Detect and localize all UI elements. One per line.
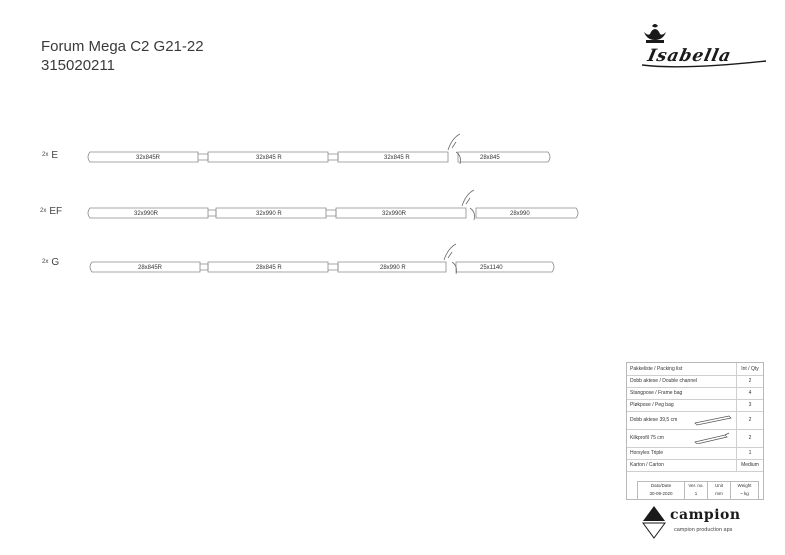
- pole-segment: [456, 262, 554, 272]
- pole-segment: [458, 152, 550, 162]
- packing-list-row: Karton / Carton Medium: [627, 459, 763, 472]
- packing-list-row: Stangpose / Frame bag 4: [627, 387, 763, 400]
- row-code: G: [51, 257, 60, 268]
- segment-label: 28x845: [480, 155, 500, 161]
- logo-wordmark: Isabella: [645, 46, 734, 66]
- segment-label: 32x990R: [382, 211, 407, 217]
- row-qty: 2x: [42, 259, 49, 266]
- campion-logo: [640, 505, 764, 545]
- pole-connector: [208, 210, 216, 216]
- packing-list-table: [626, 362, 764, 500]
- page-title: Forum Mega C2 G21-22: [41, 38, 204, 55]
- pole-connector: [326, 210, 336, 216]
- brand-subtitle: campion production aps: [674, 527, 733, 533]
- campion-triangle-icon: [642, 505, 666, 539]
- drawing-meta-table: [637, 481, 759, 498]
- packing-list-row: Horsyles Triple 1: [627, 447, 763, 460]
- pole-connector: [200, 264, 208, 270]
- row-code: EF: [49, 206, 63, 217]
- segment-label: 32x845 R: [384, 155, 410, 161]
- segment-label: 32x845 R: [256, 155, 282, 161]
- unit-cell: Unit mm: [707, 481, 731, 500]
- date-cell: Dato/Date 30-09-2020: [637, 481, 685, 500]
- segment-label: 28x990 R: [380, 265, 406, 271]
- segment-label: 32x990 R: [256, 211, 282, 217]
- packing-list-header: Pakkeliste / Packing list Int / Qty: [627, 363, 763, 376]
- segment-label: 28x845 R: [256, 265, 282, 271]
- article-number: 315020211: [41, 57, 115, 74]
- segment-label: 32x990R: [134, 211, 159, 217]
- packing-list-row: Dobb aktese / Double channel 2: [627, 375, 763, 388]
- pole-joint: [448, 134, 461, 164]
- click-profile-icon: [693, 432, 733, 444]
- segment-label: 28x990: [510, 211, 530, 217]
- packing-list-row: Dobb aktese 39,5 cm 2: [627, 411, 763, 430]
- packing-list-row: Pløkpose / Peg bag 3: [627, 399, 763, 412]
- double-channel-icon: [693, 414, 733, 426]
- pole-joint: [462, 190, 475, 220]
- pole-row-ef: [88, 190, 578, 220]
- pole-connector: [328, 154, 338, 160]
- segment-label: 28x845R: [138, 265, 163, 271]
- weight-cell: Weight ~ kg: [730, 481, 759, 500]
- row-code: E: [51, 150, 59, 161]
- segment-label: 32x845R: [136, 155, 161, 161]
- pole-connector: [198, 154, 208, 160]
- brand-name: campion: [670, 507, 741, 523]
- row-qty: 2x: [42, 152, 49, 159]
- segment-label: 25x1140: [480, 265, 503, 271]
- version-cell: Ver. no. 1: [684, 481, 708, 500]
- packing-list-row: Kilkprofil 75 cm 2: [627, 429, 763, 448]
- row-qty: 2x: [40, 208, 47, 215]
- pole-connector: [328, 264, 338, 270]
